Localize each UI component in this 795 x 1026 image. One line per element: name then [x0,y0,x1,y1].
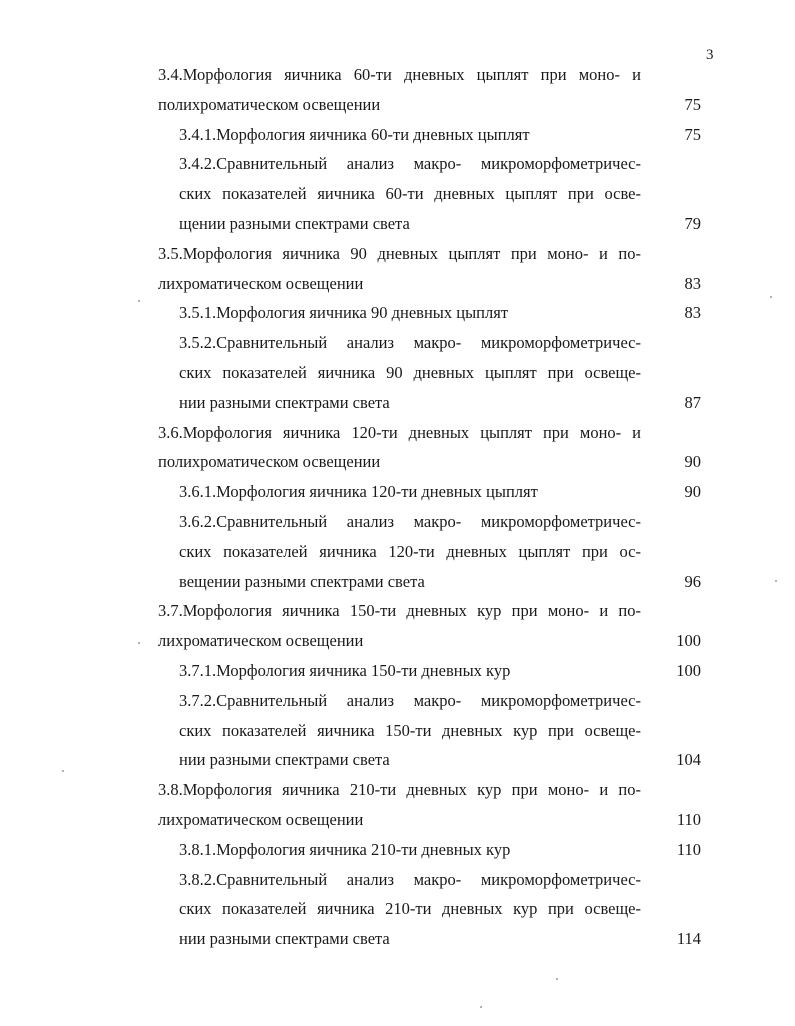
toc-entry-text: 3.6.2.Сравнительный анализ макро- микроморфометричес- [179,511,641,531]
toc-line [0,418,795,448]
toc-line [0,775,795,805]
toc-line [0,388,795,418]
toc-entry-text: нии разными спектрами света [179,392,390,412]
toc-line [0,477,795,507]
toc-line [0,924,795,954]
toc-entry-text: ских показателей яичника 90 дневных цыплят при освеще- [179,362,641,382]
toc-entry-page: 87 [684,392,701,412]
toc-entry-text: нии разными спектрами света [179,929,390,949]
toc-entry-text: ских показателей яичника 120-ти дневных цыплят при ос- [179,541,641,561]
toc-entry-text: нии разными спектрами света [179,750,390,770]
toc-entry-page: 100 [676,631,701,651]
toc-entry-text: 3.4.2.Сравнительный анализ макро- микроморфометричес- [179,154,641,174]
toc-line [0,447,795,477]
toc-line [0,686,795,716]
toc-entry-text: вещении разными спектрами света [179,571,425,591]
toc-line [0,239,795,269]
toc-entry-text: 3.4.Морфология яичника 60-ти дневных цыплят при моно- и [158,65,641,84]
toc-entry-page: 90 [684,452,701,472]
toc-entry-text: лихроматическом освещении [158,631,364,651]
toc-line [0,745,795,775]
toc-entry-text: 3.5.1.Морфология яичника 90 дневных цыплят [179,303,509,323]
toc-line [0,716,795,746]
scan-speck [556,978,558,980]
toc-line [0,656,795,686]
toc-line [0,865,795,895]
toc-entry-text: 3.8.Морфология яичника 210-ти дневных кур при моно- и по- [158,780,641,800]
toc-entry-page: 75 [684,124,701,144]
toc-entry-text: 3.4.1.Морфология яичника 60-ти дневных цыплят [179,124,530,144]
toc-line [0,209,795,239]
toc-line [0,894,795,924]
toc-entry-text: 3.6.1.Морфология яичника 120-ти дневных цыплят [179,482,538,502]
toc-line [0,537,795,567]
toc-entry-page: 114 [676,929,701,949]
toc-line [0,567,795,597]
toc-entry-page: 83 [684,273,701,293]
toc-entry-text: 3.7.Морфология яичника 150-ти дневных кур при моно- и по- [158,601,641,621]
toc-entry-text: щении разными спектрами света [179,213,410,233]
toc-entry-text: 3.8.1.Морфология яичника 210-ти дневных кур [179,839,511,859]
toc-entry-text: ских показателей яичника 60-ти дневных цыплят при осве- [179,184,641,204]
toc-entry-text: 3.7.2.Сравнительный анализ макро- микроморфометричес- [179,690,641,710]
toc-entry-text: 3.5.2.Сравнительный анализ макро- микроморфометричес- [179,333,641,353]
toc-entry-text: ских показателей яичника 150-ти дневных кур при освеще- [179,720,641,740]
toc-entry-page: 79 [684,213,701,233]
toc-entry-text: лихроматическом освещении [158,809,364,829]
toc-line [0,298,795,328]
toc-line [0,60,795,90]
toc-line [0,179,795,209]
toc-entry-text: 3.6.Морфология яичника 120-ти дневных цыплят при моно- и [158,422,641,442]
toc-line [0,596,795,626]
toc-entry-text: 3.8.2.Сравнительный анализ макро- микроморфометричес- [179,869,641,889]
toc-entry-text: ских показателей яичника 210-ти дневных кур при освеще- [179,899,641,919]
toc-line [0,90,795,120]
toc-line [0,269,795,299]
toc-entry-text: 3.7.1.Морфология яичника 150-ти дневных кур [179,660,511,680]
toc-line [0,835,795,865]
toc-entry-page: 110 [676,809,701,829]
toc-line [0,507,795,537]
toc-line [0,120,795,150]
toc-entry-page: 75 [684,94,701,114]
toc-line [0,626,795,656]
toc-entry-text: полихроматическом освещении [158,452,381,472]
table-of-contents [0,60,795,954]
scan-speck [480,1006,482,1008]
toc-entry-text: полихроматическом освещении [158,94,381,114]
toc-entry-text: 3.5.Морфология яичника 90 дневных цыплят при моно- и по- [158,243,641,263]
toc-entry-page: 83 [684,303,701,323]
page-number: 3 [706,47,714,63]
scan-speck [770,296,772,298]
toc-entry-page: 100 [676,660,701,680]
scan-speck [138,300,140,302]
scan-speck [138,642,140,644]
toc-entry-page: 110 [676,839,701,859]
toc-line [0,328,795,358]
scan-speck [775,580,777,582]
toc-entry-page: 96 [684,571,701,591]
toc-line [0,358,795,388]
toc-entry-page: 104 [676,750,701,770]
toc-line [0,805,795,835]
toc-entry-text: лихроматическом освещении [158,273,364,293]
scan-speck [62,770,64,772]
toc-line [0,149,795,179]
toc-entry-page: 90 [684,482,701,502]
